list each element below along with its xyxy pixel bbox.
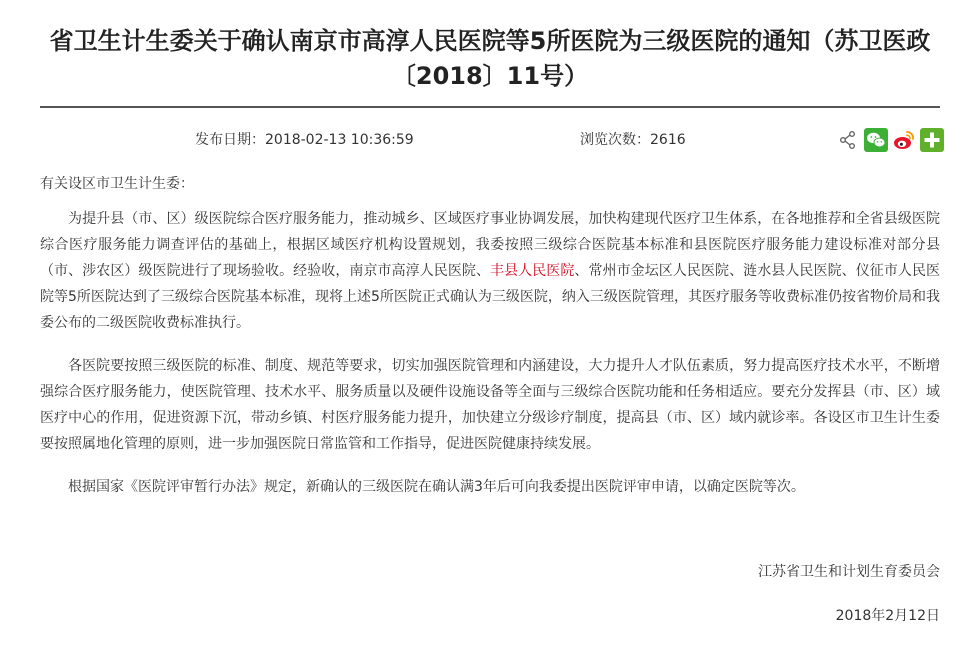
salutation: 有关设区市卫生计生委： [40, 176, 194, 192]
paragraph-2: 各医院要按照三级医院的标准、制度、规范等要求，切实加强医院管理和内涵建设，大力提升人才队伍素质，努力提高医疗技术水平，不断增强综合医疗服务能力，使医院管理、技术水平、服务质量以及硬件设施设备等全面与三级综合医院功能和任务相适应。要充分发挥县（市、区）域医疗中心的作用，促进资源下沉，带动乡镇、村医疗服务能力提升，加快建立分级诊疗制度，提高县（市、区）域内就诊率。各设区市卫生计生委要按照属地化管理的原则，进一步加强医院日常监管和工作指导，促进医院健康持续发展。 [40, 358, 940, 452]
plus-icon[interactable] [920, 128, 944, 152]
page-title: 省卫生计生委关于确认南京市高淳人民医院等5所医院为三级医院的通知（苏卫医政〔2018〕11号） [49, 27, 931, 90]
article-body [40, 171, 940, 517]
sign-date: 2018年2月12日 [835, 608, 940, 624]
share-bar [836, 128, 948, 152]
title-divider [40, 106, 940, 108]
view-count: 浏览次数：2616 [580, 132, 686, 148]
wechat-icon[interactable] [864, 128, 888, 152]
article [40, 0, 941, 624]
paragraph-1 [40, 206, 940, 336]
paragraph-1-text-b: 、常州市金坛区人民医院、涟水县人民医院、仪征市人民医院等5所医院达到了三级综合医院基本标准，现将上述5所医院正式确认为三级医院，纳入三级医院管理，其医疗服务等收费标准仍按省物价局和我委公布的二级医院收费标准执行。 [40, 263, 941, 331]
publish-date: 发布日期：2018-02-13 10:36:59 [195, 132, 414, 148]
weibo-icon[interactable] [892, 128, 916, 152]
share-icon[interactable] [836, 128, 860, 152]
signature: 江苏省卫生和计划生育委员会 [758, 564, 940, 580]
article-meta [40, 126, 940, 154]
paragraph-1-text-a: 为提升县（市、区）级医院综合医疗服务能力，推动城乡、区域医疗事业协调发展，加快构建现代医疗卫生体系，在各地推荐和全省县级医院综合医疗服务能力调查评估的基础上，根据区域医疗机构设置规划，我委按照三级综合医院基本标准和县医院医疗服务能力建设标准对部分县（市、涉农区）级医院进行了现场验收。经验收，南京市高淳人民医院、 [40, 211, 940, 279]
hospital-link[interactable]: 丰县人民医院 [490, 263, 575, 279]
paragraph-3: 根据国家《医院评审暂行办法》规定，新确认的三级医院在确认满3年后可向我委提出医院评审申请，以确定医院等次。 [68, 479, 805, 495]
